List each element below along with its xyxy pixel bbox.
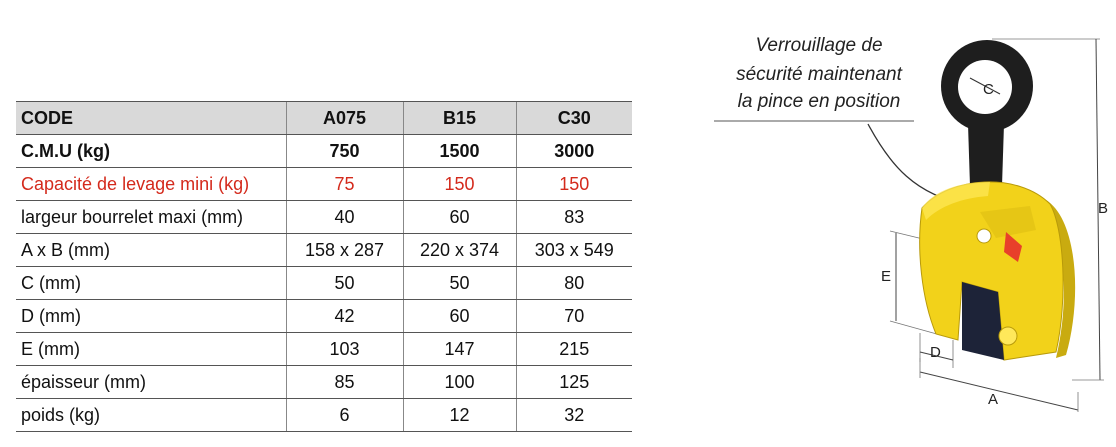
table-row-epaisseur — [16, 366, 632, 399]
header-cell-code: CODE — [16, 102, 286, 135]
row-label: poids (kg) — [16, 399, 286, 432]
caption-line-2: sécurité maintenant — [736, 64, 902, 85]
table-row-d — [16, 300, 632, 333]
table-row-cmu — [16, 135, 632, 168]
table-row-c — [16, 267, 632, 300]
table-row-a-x-b — [16, 234, 632, 267]
table-cell: 125 — [516, 366, 632, 399]
table-cell: 70 — [516, 300, 632, 333]
table-cell: 215 — [516, 333, 632, 366]
label-d: D — [930, 344, 941, 361]
label-e: E — [881, 268, 892, 285]
table-row-capacite-mini — [16, 168, 632, 201]
table-cell: 60 — [403, 300, 516, 333]
table-header-row — [16, 102, 632, 135]
clamp-diagram — [700, 0, 1116, 447]
table-cell: 85 — [286, 366, 403, 399]
caption-line-3: la pince en position — [737, 91, 901, 112]
table-cell: 750 — [286, 135, 403, 168]
table-cell: 100 — [403, 366, 516, 399]
header-cell-a075: A075 — [286, 102, 403, 135]
table-cell: 32 — [516, 399, 632, 432]
row-label: D (mm) — [16, 300, 286, 333]
label-c: C — [983, 81, 994, 98]
table-cell: 150 — [403, 168, 516, 201]
label-a: A — [988, 391, 999, 408]
clamp-body — [920, 182, 1075, 360]
caption-line-1: Verrouillage de — [755, 35, 883, 56]
table-cell: 60 — [403, 201, 516, 234]
row-label: largeur bourrelet maxi (mm) — [16, 201, 286, 234]
row-label: C.M.U (kg) — [16, 135, 286, 168]
table-cell: 303 x 549 — [516, 234, 632, 267]
table-cell: 3000 — [516, 135, 632, 168]
table-cell: 83 — [516, 201, 632, 234]
table-cell: 147 — [403, 333, 516, 366]
lifting-eye — [941, 40, 1033, 186]
table-cell: 158 x 287 — [286, 234, 403, 267]
dim-a-line — [920, 372, 1078, 410]
table-cell: 50 — [286, 267, 403, 300]
row-label: épaisseur (mm) — [16, 366, 286, 399]
table-cell: 103 — [286, 333, 403, 366]
table-cell: 80 — [516, 267, 632, 300]
specifications-table — [16, 101, 632, 432]
table-cell: 75 — [286, 168, 403, 201]
row-label: A x B (mm) — [16, 234, 286, 267]
row-label: Capacité de levage mini (kg) — [16, 168, 286, 201]
label-b: B — [1098, 200, 1109, 217]
table-row-largeur-bourrelet — [16, 201, 632, 234]
table-cell: 42 — [286, 300, 403, 333]
header-cell-c30: C30 — [516, 102, 632, 135]
table-cell: 220 x 374 — [403, 234, 516, 267]
table-cell: 50 — [403, 267, 516, 300]
table-cell: 40 — [286, 201, 403, 234]
table-cell: 6 — [286, 399, 403, 432]
row-label: C (mm) — [16, 267, 286, 300]
table-cell: 150 — [516, 168, 632, 201]
row-label: E (mm) — [16, 333, 286, 366]
table-cell: 12 — [403, 399, 516, 432]
table-cell: 1500 — [403, 135, 516, 168]
header-cell-b15: B15 — [403, 102, 516, 135]
table-row-e — [16, 333, 632, 366]
table-row-poids — [16, 399, 632, 432]
